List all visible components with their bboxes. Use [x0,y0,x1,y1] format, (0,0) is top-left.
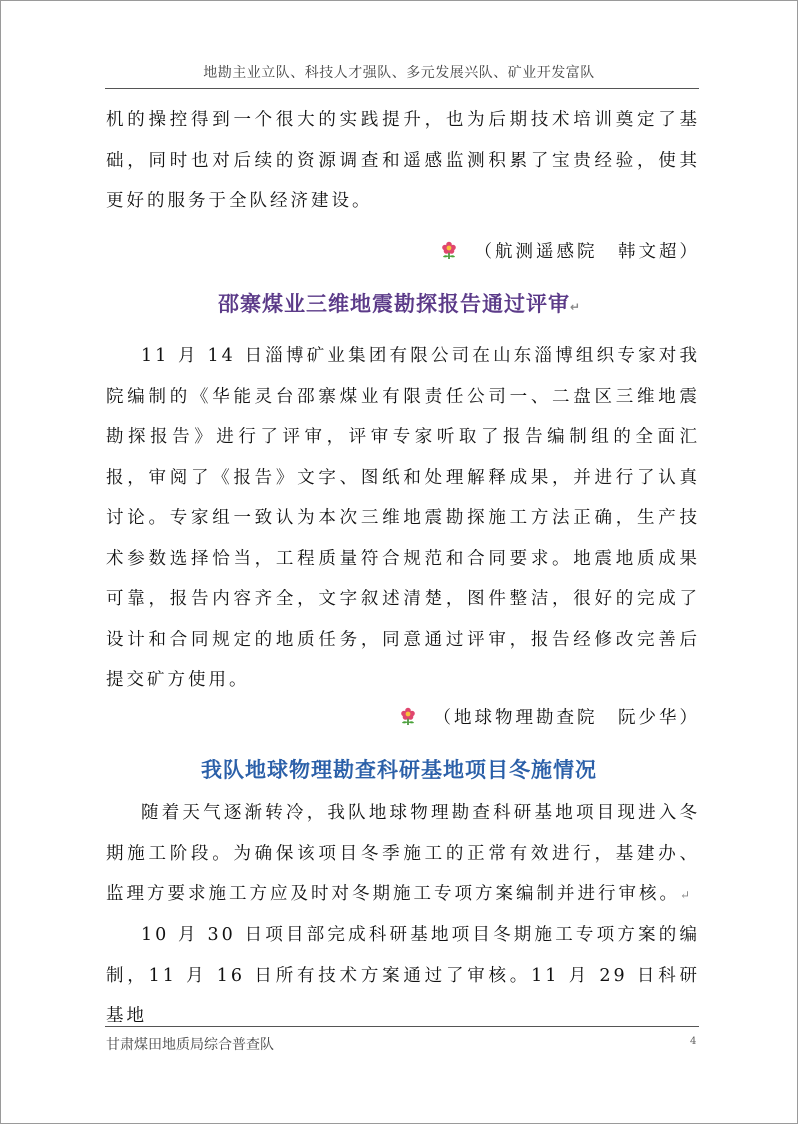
flower-icon [439,240,459,260]
article1-signature [106,704,700,729]
page-number: 4 [690,1036,697,1047]
article2-paragraph-1 [106,793,700,916]
article1-title [0,288,798,318]
article2-title: 我队地球物理勘查科研基地项目冬施情况 [201,758,597,782]
article1-signature-text: （地球物理勘查院 阮少华） [433,708,700,728]
continuation-signature-text: （航测遥感院 韩文超） [474,242,700,262]
article2-paragraph-1-text: 随着天气逐渐转冷，我队地球物理勘查科研基地项目现进入冬期施工阶段。为确保该项目冬季施工的正常有效进行，基建办、监理方要求施工方应及时对冬期施工专项方案编制并进行审核。 [106,803,700,904]
flower-icon [398,706,418,726]
continuation-paragraph: 机的操控得到一个很大的实践提升，也为后期技术培训奠定了基础，同时也对后续的资源调查和遥感监测积累了宝贵经验，使其更好的服务于全队经济建设。 [106,110,700,211]
paragraph-mark: ↵ [680,888,691,902]
continuation-signature [106,238,700,263]
paragraph-mark: ↵ [569,300,581,314]
article1-title-text: 邵寨煤业三维地震勘探报告通过评审 [217,292,570,316]
article2-paragraph-2: 10 月 30 日项目部完成科研基地项目冬期施工专项方案的编制，11 月 16 日所有技术方案通过了审核。11 月 29 日科研基地 [106,925,700,1026]
page-header: 地勘主业立队、科技人才强队、多元发展兴队、矿业开发富队 [203,65,595,81]
article1-paragraph: 11 月 14 日淄博矿业集团有限公司在山东淄博组织专家对我院编制的《华能灵台邵寨煤业有限责任公司一、二盘区三维地震勘探报告》进行了评审，评审专家听取了报告编制组的全面汇报，审阅了《报告》文字、图纸和处理解释成果，并进行了认真讨论。专家组一致认为本次三维地震勘探施工方法正确，生产技术参数选择恰当，工程质量符合规范和合同要求。地震地质成果可靠，报告内容齐全，文字叙述清楚，图件整洁，很好的完成了设计和合同规定的地质任务，同意通过评审，报告经修改完善后提交矿方使用。 [106,346,700,690]
header-divider [105,88,699,89]
footer-org: 甘肃煤田地质局综合普查队 [106,1037,274,1053]
footer-divider [105,1026,699,1027]
